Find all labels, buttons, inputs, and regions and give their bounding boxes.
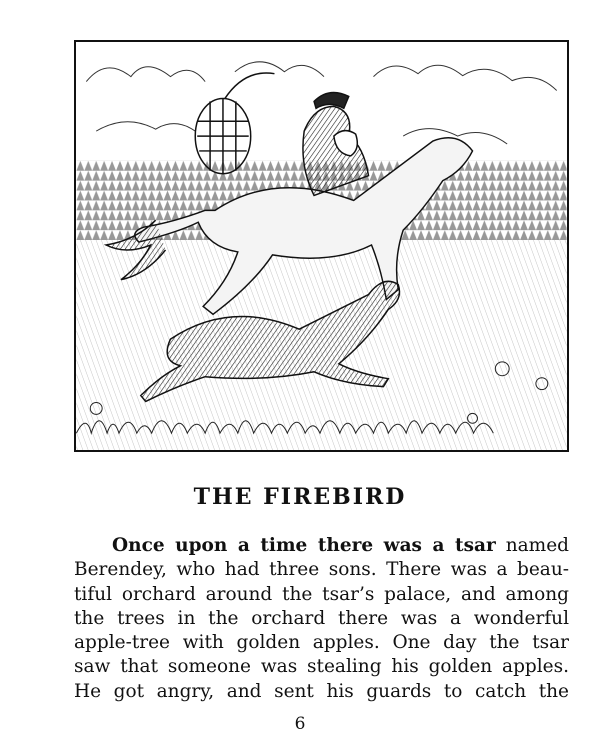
page-number: 6: [294, 714, 306, 734]
story-line-7: He got angry, and sent his guards to catch the: [74, 680, 569, 702]
story-line-1-rest: named: [495, 535, 569, 556]
story-line-2: Berendey, who had three sons. There was a beau-: [74, 559, 569, 581]
story-line-1-bold: Once upon a time there was a tsar: [112, 535, 496, 556]
story-illustration: [74, 40, 569, 452]
story-title: THE FIREBIRD: [193, 484, 407, 510]
story-body: [74, 534, 569, 704]
story-line-3: tiful orchard around the tsar’s palace, and among: [74, 583, 569, 605]
riders: [303, 93, 369, 196]
story-line-4: the trees in the orchard there was a wonderful: [74, 607, 569, 629]
story-line-6: saw that someone was stealing his golden apples.: [74, 656, 569, 678]
story-line-5: apple-tree with golden apples. One day the tsar: [74, 632, 569, 654]
birdcage: [195, 73, 274, 174]
story-line-1: [74, 534, 569, 558]
